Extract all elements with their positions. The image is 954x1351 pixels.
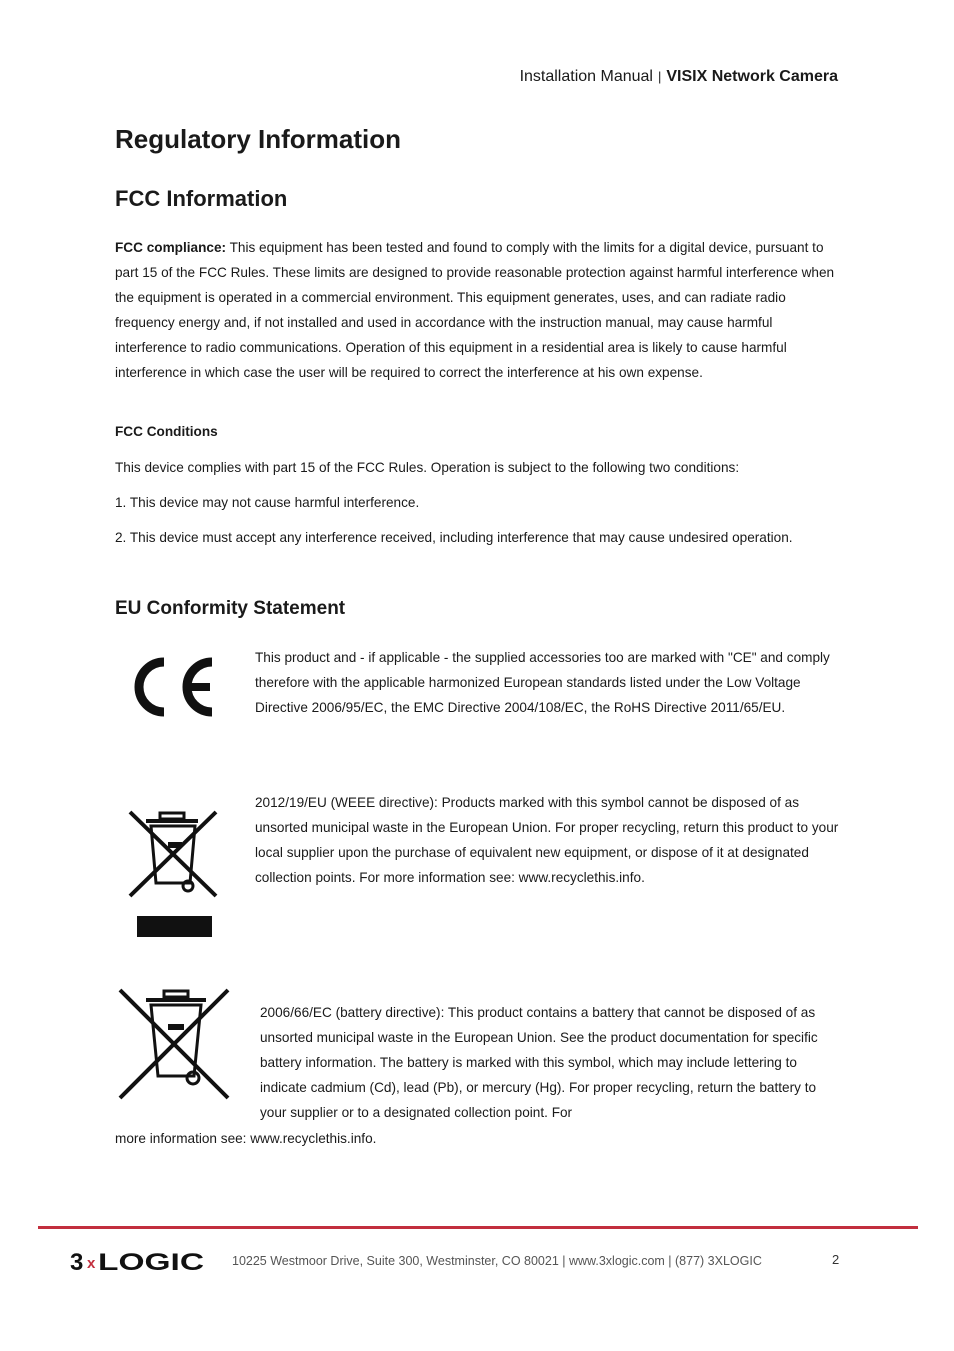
footer-divider: [38, 1226, 918, 1229]
header-product-name: VISIX Network Camera: [666, 68, 838, 85]
fcc-compliance-text: This equipment has been tested and found to comply with the limits for a digital device, pursuant to part 15 of the FCC Rules. These limits are designed to provide reasonable protection against harmful interference when the equipment is operated in a commercial environment. This equipment generates, uses, and can radiate radio frequency energy and, if not installed and used in accordance with the instruction manual, may cause harmful interference to radio communications. Operation of this equipment in a residential area is likely to cause harmful interference in which case the user will be required to correct the interference at his own expense.: [115, 240, 835, 380]
fcc-condition-1: 1. This device may not cause harmful interference.: [115, 495, 420, 510]
page-title: Regulatory Information: [115, 124, 402, 154]
fcc-compliance-paragraph: [115, 235, 843, 385]
battery-statement-continuation: more information see: www.recyclethis.info.: [115, 1131, 377, 1146]
logo-wordmark: LOGIC: [98, 1249, 204, 1274]
logo-x: x: [87, 1255, 96, 1272]
company-logo: [70, 1248, 206, 1274]
fcc-condition-2: 2. This device must accept any interference received, including interference that may cause undesired operation.: [115, 530, 793, 545]
battery-crossed-bin-icon: [116, 986, 232, 1104]
fcc-conditions-intro: This device complies with part 15 of the FCC Rules. Operation is subject to the following two conditions:: [115, 460, 740, 475]
weee-statement: 2012/19/EU (WEEE directive): Products marked with this symbol cannot be disposed of as unsorted municipal waste in the European Union. For proper recycling, return this product to your local supplier upon the purchase of equivalent new equipment, or dispose of it at designated collection points. For more information see: www.recyclethis.info.: [255, 795, 839, 885]
logo-digit: 3: [70, 1249, 84, 1274]
fcc-compliance-label: FCC compliance:: [115, 240, 227, 255]
page-number: 2: [832, 1252, 840, 1267]
fcc-conditions-heading: FCC Conditions: [115, 424, 218, 439]
header-separator: |: [657, 69, 662, 84]
eu-heading: EU Conformity Statement: [115, 598, 346, 619]
ce-mark-icon: [126, 656, 216, 718]
footer-address: 10225 Westmoor Drive, Suite 300, Westminster, CO 80021 | www.3xlogic.com | (877) 3XLOGIC: [232, 1254, 762, 1268]
ce-statement: This product and - if applicable - the supplied accessories too are marked with "CE" and comply therefore with the applicable harmonized European standards listed under the Low Voltage Directive 2006/95/EC, the EMC Directive 2004/108/EC, the RoHS Directive 2011/65/EU.: [255, 650, 830, 715]
weee-crossed-bin-icon: [124, 808, 220, 940]
battery-statement: 2006/66/EC (battery directive): This product contains a battery that cannot be disposed of as unsorted municipal waste in the European Union. See the product documentation for specific battery information. The battery is marked with this symbol, which may include lettering to indicate cadmium (Cd), lead (Pb), or mercury (Hg). For proper recycling, return the battery to your supplier or to a designated collection point. For: [260, 1005, 818, 1120]
running-header: [520, 68, 838, 86]
fcc-heading: FCC Information: [115, 186, 288, 211]
header-doc-type: Installation Manual: [519, 68, 653, 85]
